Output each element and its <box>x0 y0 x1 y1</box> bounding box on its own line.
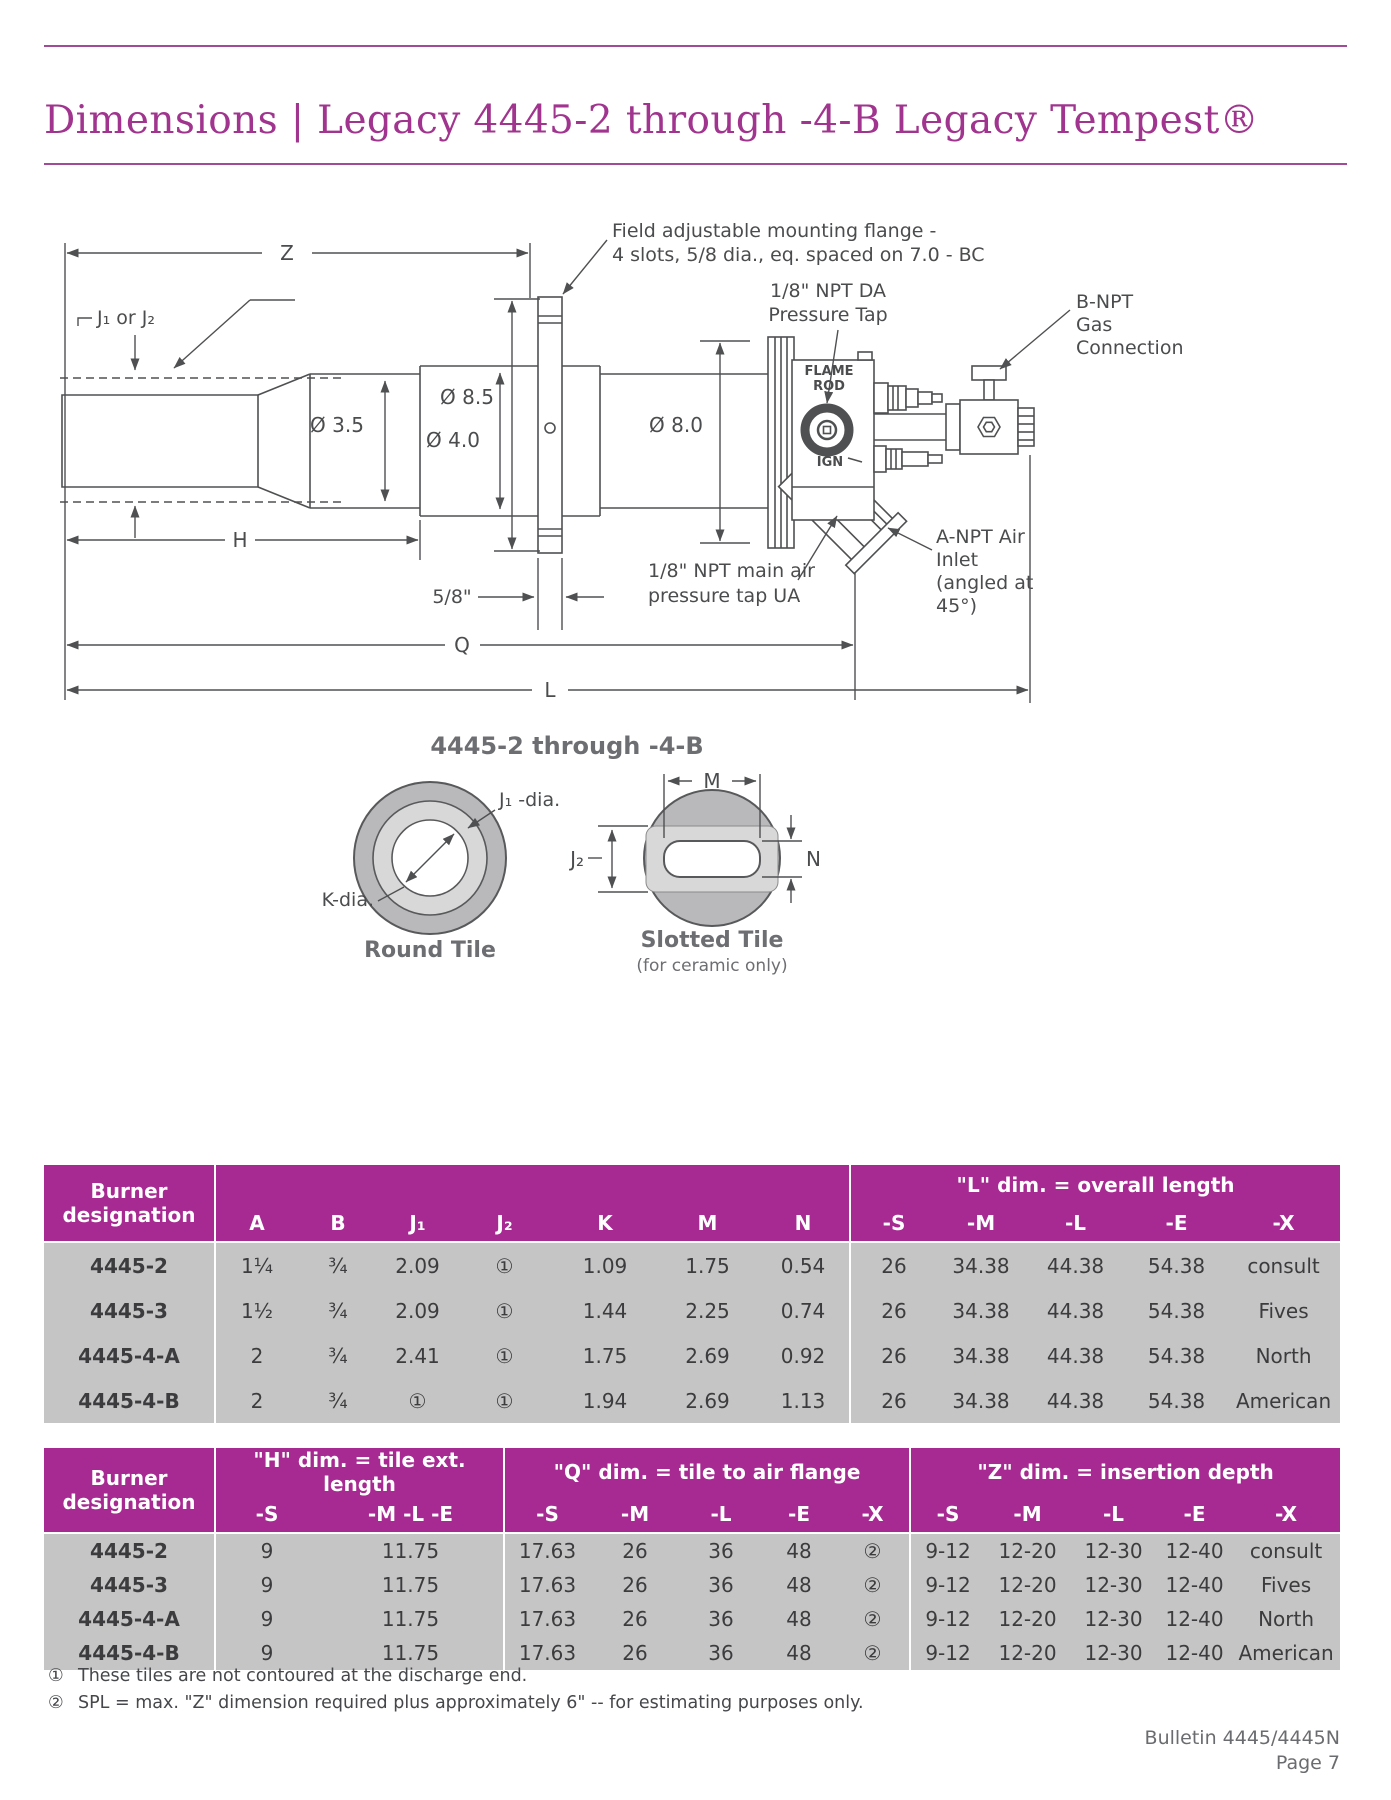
label-flame-rod-line1: FLAME <box>804 364 854 379</box>
column-header: K <box>552 1205 658 1242</box>
table-cell: American <box>1232 1636 1340 1670</box>
callout-gas-line2: Gas <box>1076 314 1113 336</box>
dim-label-z: Z <box>280 241 294 265</box>
group-header-z-dim: "Z" dim. = insertion depth <box>910 1448 1340 1496</box>
table-cell: 34.38 <box>937 1242 1025 1288</box>
gas-valve <box>946 366 1034 454</box>
table-cell: 2.25 <box>658 1288 757 1333</box>
page-title: Dimensions | Legacy 4445-2 through -4-B Legacy Tempest® <box>44 98 1260 144</box>
column-header: -S <box>850 1205 937 1242</box>
table-cell: ② <box>836 1533 910 1568</box>
table-cell: 36 <box>680 1533 762 1568</box>
bulletin-ref: Bulletin 4445/4445N <box>1144 1727 1340 1749</box>
mounting-flange <box>538 297 600 553</box>
column-header: -E <box>1157 1496 1232 1533</box>
table-cell: 44.38 <box>1025 1242 1126 1288</box>
footnote-symbol: ② <box>48 1693 64 1713</box>
table-cell: 1.13 <box>757 1378 850 1423</box>
table-cell: 9 <box>215 1636 318 1670</box>
page-footer <box>1040 1726 1340 1776</box>
page-number: Page 7 <box>1275 1752 1340 1774</box>
table-cell: 9-12 <box>910 1636 985 1670</box>
table-cell: 44.38 <box>1025 1378 1126 1423</box>
table-cell: 2.09 <box>378 1288 457 1333</box>
table-cell: 1.44 <box>552 1288 658 1333</box>
table-cell: 9-12 <box>910 1568 985 1602</box>
fittings-and-gas-pipe <box>874 383 946 472</box>
table-row <box>44 1636 1340 1670</box>
table-row <box>44 1333 1340 1378</box>
table-cell: 0.54 <box>757 1242 850 1288</box>
table-cell: 4445-2 <box>44 1242 215 1288</box>
table-cell: 4445-2 <box>44 1533 215 1568</box>
table-cell: 17.63 <box>504 1533 590 1568</box>
table-cell: 36 <box>680 1568 762 1602</box>
table-cell: 11.75 <box>318 1533 504 1568</box>
table-cell: 12-20 <box>985 1533 1070 1568</box>
table-cell: 17.63 <box>504 1568 590 1602</box>
column-header: -M -L -E <box>318 1496 504 1533</box>
burner-dimensions-table-2 <box>44 1448 1340 1670</box>
table-cell: ② <box>836 1602 910 1636</box>
table-cell: 11.75 <box>318 1602 504 1636</box>
table-cell: 4445-4-A <box>44 1602 215 1636</box>
table-cell: 48 <box>762 1568 836 1602</box>
table-cell: 12-40 <box>1157 1568 1232 1602</box>
table-cell: 17.63 <box>504 1602 590 1636</box>
table-cell: ① <box>457 1333 552 1378</box>
slotted-tile-diagram <box>588 774 802 926</box>
table-row <box>44 1378 1340 1423</box>
table-cell: 9 <box>215 1602 318 1636</box>
table-cell: 44.38 <box>1025 1333 1126 1378</box>
footnote-text: These tiles are not contoured at the discharge end. <box>78 1666 528 1686</box>
column-header: B <box>298 1205 378 1242</box>
table-cell: 34.38 <box>937 1378 1025 1423</box>
table-cell: ① <box>457 1288 552 1333</box>
column-header: A <box>215 1205 298 1242</box>
burner-dimensions-table-1 <box>44 1165 1340 1423</box>
column-header: -S <box>504 1496 590 1533</box>
table-cell: 2 <box>215 1378 298 1423</box>
table-cell: 17.63 <box>504 1636 590 1670</box>
table-cell: 36 <box>680 1602 762 1636</box>
table-cell: 11.75 <box>318 1568 504 1602</box>
table-cell: ¾ <box>298 1288 378 1333</box>
table-cell: 26 <box>850 1378 937 1423</box>
table-cell: 1½ <box>215 1288 298 1333</box>
column-header-burner-designation: Burner designation <box>44 1448 215 1533</box>
table-cell: 9 <box>215 1533 318 1568</box>
table-cell: 1.09 <box>552 1242 658 1288</box>
column-header: -L <box>680 1496 762 1533</box>
dim-label-dia-40: Ø 4.0 <box>426 428 480 452</box>
group-header-h-dim: "H" dim. = tile ext. length <box>215 1448 504 1496</box>
table-cell: 4445-4-B <box>44 1636 215 1670</box>
table-row <box>44 1568 1340 1602</box>
callout-mounting-flange-line2: 4 slots, 5/8 dia., eq. spaced on 7.0 - BC <box>612 244 985 266</box>
header-spacer <box>215 1165 850 1205</box>
table-cell: ① <box>457 1378 552 1423</box>
dim-label-j1-or-j2: J₁ or J₂ <box>97 307 155 329</box>
table-cell: consult <box>1227 1242 1340 1288</box>
table-cell: 54.38 <box>1126 1242 1227 1288</box>
diagram-subtitle: 4445-2 through -4-B <box>430 732 704 760</box>
table-cell: 12-30 <box>1070 1636 1157 1670</box>
column-header: -X <box>836 1496 910 1533</box>
table-cell: 9-12 <box>910 1533 985 1568</box>
table-cell: 4445-3 <box>44 1568 215 1602</box>
table-cell: 4445-3 <box>44 1288 215 1333</box>
table-cell: 34.38 <box>937 1288 1025 1333</box>
table-cell: North <box>1227 1333 1340 1378</box>
table-cell: 54.38 <box>1126 1378 1227 1423</box>
table-cell: American <box>1227 1378 1340 1423</box>
table-cell: 26 <box>850 1288 937 1333</box>
callout-air-inlet-line1: A-NPT Air <box>936 526 1025 548</box>
column-header: -E <box>762 1496 836 1533</box>
table-cell: ¾ <box>298 1242 378 1288</box>
column-header: N <box>757 1205 850 1242</box>
table-cell: 4445-4-A <box>44 1333 215 1378</box>
table-cell: 26 <box>590 1568 680 1602</box>
table-cell: 9 <box>215 1568 318 1602</box>
footnote-symbol: ① <box>48 1666 64 1686</box>
table-cell: 34.38 <box>937 1333 1025 1378</box>
table-row <box>44 1533 1340 1568</box>
dim-label-five-eighths: 5/8" <box>432 586 472 608</box>
table-cell: 11.75 <box>318 1636 504 1670</box>
callout-air-inlet-line4: 45°) <box>936 595 978 617</box>
table-cell: 12-20 <box>985 1568 1070 1602</box>
table-cell: ② <box>836 1636 910 1670</box>
table-cell: 2.41 <box>378 1333 457 1378</box>
dim-label-l: L <box>544 678 556 702</box>
table-cell: 4445-4-B <box>44 1378 215 1423</box>
callout-main-air-line2: pressure tap UA <box>648 585 801 607</box>
column-header: -S <box>215 1496 318 1533</box>
table-cell: 1¼ <box>215 1242 298 1288</box>
column-header: -L <box>1070 1496 1157 1533</box>
table-cell: 26 <box>850 1333 937 1378</box>
table-row <box>44 1242 1340 1288</box>
table-cell: consult <box>1232 1533 1340 1568</box>
table-cell: 9-12 <box>910 1602 985 1636</box>
column-header-burner-designation: Burner designation <box>44 1165 215 1242</box>
table-cell: 1.75 <box>552 1333 658 1378</box>
label-k-dia: K-dia. <box>321 889 374 911</box>
table-cell: Fives <box>1227 1288 1340 1333</box>
callout-gas-line3: Connection <box>1076 337 1184 359</box>
group-header-l-dim: "L" dim. = overall length <box>850 1165 1340 1205</box>
table-cell: 12-40 <box>1157 1533 1232 1568</box>
table-cell: 2.69 <box>658 1378 757 1423</box>
group-header-q-dim: "Q" dim. = tile to air flange <box>504 1448 910 1496</box>
column-header: M <box>658 1205 757 1242</box>
table-cell: ¾ <box>298 1333 378 1378</box>
column-header: J₂ <box>457 1205 552 1242</box>
table-cell: 0.92 <box>757 1333 850 1378</box>
label-ign: IGN <box>816 455 844 470</box>
callout-da-tap-line2: Pressure Tap <box>768 304 888 326</box>
table-cell: 36 <box>680 1636 762 1670</box>
dim-label-dia-85: Ø 8.5 <box>440 385 494 409</box>
footnote-2 <box>48 1693 864 1713</box>
round-tile-diagram <box>354 782 506 934</box>
table-cell: ② <box>836 1568 910 1602</box>
callout-main-air-line1: 1/8" NPT main air <box>648 560 815 582</box>
table-cell: 2 <box>215 1333 298 1378</box>
round-tile-caption: Round Tile <box>364 938 496 963</box>
dim-label-q: Q <box>454 633 470 657</box>
table-cell: 26 <box>590 1636 680 1670</box>
table-cell: 1.94 <box>552 1378 658 1423</box>
table-cell: 12-30 <box>1070 1602 1157 1636</box>
column-header: -M <box>590 1496 680 1533</box>
table-cell: 2.09 <box>378 1242 457 1288</box>
callout-mounting-flange-line1: Field adjustable mounting flange - <box>612 220 937 242</box>
label-j1-dia: J₁ -dia. <box>499 789 561 811</box>
column-header: -X <box>1227 1205 1340 1242</box>
table-cell: 48 <box>762 1636 836 1670</box>
table-cell: ¾ <box>298 1378 378 1423</box>
footnote-1 <box>48 1666 527 1686</box>
dim-label-h: H <box>232 528 248 552</box>
table-cell: 54.38 <box>1126 1288 1227 1333</box>
table-cell: Fives <box>1232 1568 1340 1602</box>
table-cell: 12-20 <box>985 1602 1070 1636</box>
table-cell: ① <box>378 1378 457 1423</box>
table-cell: 48 <box>762 1533 836 1568</box>
table-cell: 12-40 <box>1157 1636 1232 1670</box>
callout-air-inlet-line3: (angled at <box>936 572 1034 594</box>
table-cell: 12-40 <box>1157 1602 1232 1636</box>
column-header: -L <box>1025 1205 1126 1242</box>
column-header: -S <box>910 1496 985 1533</box>
table-cell: 12-20 <box>985 1636 1070 1670</box>
table-row <box>44 1602 1340 1636</box>
callout-da-tap-line1: 1/8" NPT DA <box>770 280 886 302</box>
table-cell: 26 <box>590 1602 680 1636</box>
table-cell: ① <box>457 1242 552 1288</box>
dim-label-j2: J₂ <box>570 847 584 871</box>
table-cell: North <box>1232 1602 1340 1636</box>
slotted-tile-caption: Slotted Tile <box>640 928 784 953</box>
column-header: -E <box>1126 1205 1227 1242</box>
column-header: -M <box>937 1205 1025 1242</box>
air-tube-and-flange <box>600 337 794 548</box>
table-cell: 0.74 <box>757 1288 850 1333</box>
table-cell: 54.38 <box>1126 1333 1227 1378</box>
slotted-tile-note: (for ceramic only) <box>636 956 788 976</box>
table-row <box>44 1288 1340 1333</box>
column-header: J₁ <box>378 1205 457 1242</box>
label-flame-rod-line2: ROD <box>813 379 845 394</box>
column-header: -X <box>1232 1496 1340 1533</box>
column-header: -M <box>985 1496 1070 1533</box>
dim-label-m: M <box>703 769 721 793</box>
dim-label-n: N <box>806 847 821 871</box>
table-cell: 26 <box>590 1533 680 1568</box>
table-cell: 12-30 <box>1070 1568 1157 1602</box>
table-cell: 44.38 <box>1025 1288 1126 1333</box>
table-cell: 12-30 <box>1070 1533 1157 1568</box>
table-cell: 1.75 <box>658 1242 757 1288</box>
dim-label-dia-80: Ø 8.0 <box>649 413 703 437</box>
callout-air-inlet-line2: Inlet <box>936 549 979 571</box>
table-cell: 48 <box>762 1602 836 1636</box>
table-cell: 26 <box>850 1242 937 1288</box>
footnote-text: SPL = max. "Z" dimension required plus approximately 6" -- for estimating purposes only. <box>78 1693 864 1713</box>
callout-gas-line1: B-NPT <box>1076 291 1134 313</box>
table-cell: 2.69 <box>658 1333 757 1378</box>
dim-label-dia-35: Ø 3.5 <box>310 413 364 437</box>
